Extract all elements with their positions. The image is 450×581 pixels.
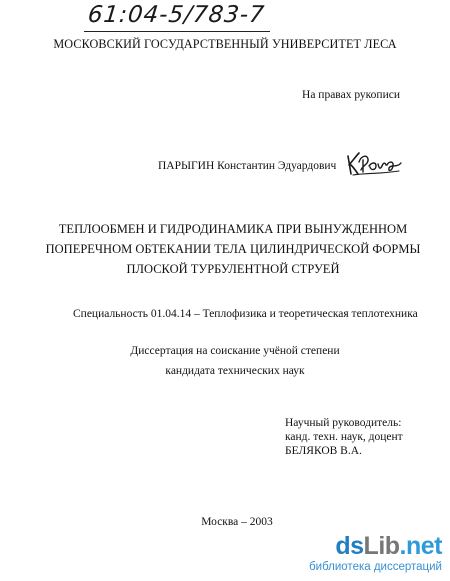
title-line-3: ПЛОСКОЙ ТУРБУЛЕНТНОЙ СТРУЕЙ bbox=[126, 262, 340, 276]
dslib-watermark bbox=[302, 532, 442, 578]
supervisor-name: БЕЛЯКОВ В.А. bbox=[285, 445, 362, 457]
dissertation-title bbox=[0, 219, 450, 279]
supervisor-label: Научный руководитель: bbox=[285, 417, 402, 429]
author-signature bbox=[345, 150, 405, 178]
watermark-subtitle: библиотека диссертаций bbox=[309, 561, 442, 573]
dslib-logo bbox=[335, 532, 442, 560]
dissertation-line-1: Диссертация на соискание учёной степени bbox=[130, 345, 340, 357]
title-line-1: ТЕПЛООБМЕН И ГИДРОДИНАМИКА ПРИ ВЫНУЖДЕННОМ bbox=[58, 222, 408, 236]
registry-code-underline bbox=[84, 31, 270, 32]
logo-part-ds: ds bbox=[335, 532, 364, 560]
dissertation-degree bbox=[0, 341, 450, 381]
specialty: Специальность 01.04.14 – Теплофизика и теоретическая теплотехника bbox=[73, 308, 418, 320]
logo-part-lib: Lib bbox=[363, 532, 400, 560]
rights-notice: На правах рукописи bbox=[302, 89, 400, 101]
supervisor-degree: канд. техн. наук, доцент bbox=[285, 431, 403, 443]
supervisor-block bbox=[285, 416, 403, 458]
author-name: ПАРЫГИН Константин Эдуардович bbox=[158, 160, 337, 172]
dissertation-line-2: кандидата технических наук bbox=[165, 365, 305, 377]
logo-part-net: .net bbox=[399, 532, 442, 560]
university-name: МОСКОВСКИЙ ГОСУДАРСТВЕННЫЙ УНИВЕРСИТЕТ ЛЕСА bbox=[53, 37, 397, 51]
handwritten-registry-code: 61:04-5/783-7 bbox=[86, 2, 267, 28]
title-line-2: ПОПЕРЕЧНОМ ОБТЕКАНИИ ТЕЛА ЦИЛИНДРИЧЕСКОЙ ФОРМЫ bbox=[45, 242, 421, 256]
city-year: Москва – 2003 bbox=[201, 516, 273, 528]
